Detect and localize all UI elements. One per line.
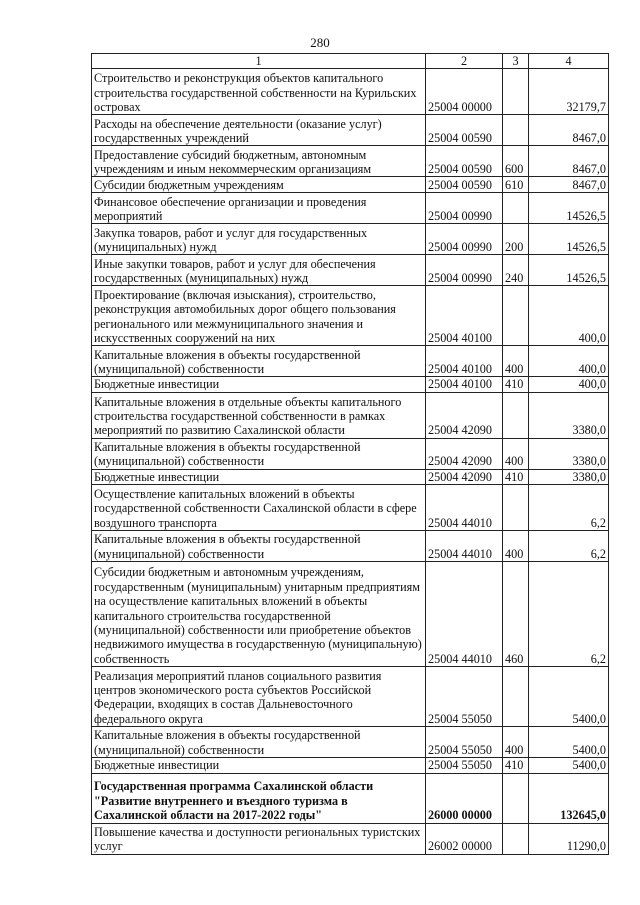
row-expense-type-cell: 400	[503, 727, 529, 758]
row-expense-type-cell	[503, 115, 529, 146]
row-expense-type-cell: 400	[503, 531, 529, 562]
row-amount-cell: 3380,0	[529, 469, 609, 484]
row-expense-type-cell: 460	[503, 562, 529, 667]
table-row	[92, 177, 609, 193]
row-code-cell: 25004 40100	[426, 286, 503, 346]
column-header-name: 1	[92, 54, 426, 69]
table-row	[92, 224, 609, 255]
row-expense-type-cell	[503, 193, 529, 224]
row-name-cell: Финансовое обеспечение организации и проведения мероприятий	[92, 193, 426, 224]
row-amount-cell: 8467,0	[529, 146, 609, 177]
row-name-cell: Капитальные вложения в объекты государственной (муниципальной) собственности	[92, 346, 426, 377]
row-code-cell: 26000 00000	[426, 773, 503, 823]
row-name-cell: Проектирование (включая изыскания), строительство, реконструкция автомобильных дорог общего пользования регионального или межмуниципального значения и искусственных сооружений на них	[92, 286, 426, 346]
row-amount-cell: 32179,7	[529, 69, 609, 115]
table-header-row	[92, 54, 609, 69]
row-name-cell: Бюджетные инвестиции	[92, 469, 426, 484]
table-row	[92, 255, 609, 286]
row-amount-cell: 14526,5	[529, 193, 609, 224]
row-amount-cell: 5400,0	[529, 667, 609, 727]
column-header-expense-type: 3	[503, 54, 529, 69]
row-amount-cell: 6,2	[529, 562, 609, 667]
row-code-cell: 25004 44010	[426, 562, 503, 667]
table-row	[92, 392, 609, 438]
row-name-cell: Капитальные вложения в отдельные объекты капитального строительства государственной собственности в рамках мероприятий по развитию Сахалинской области	[92, 392, 426, 438]
row-code-cell: 25004 44010	[426, 531, 503, 562]
row-code-cell: 25004 00590	[426, 146, 503, 177]
table-row	[92, 531, 609, 562]
column-header-amount: 4	[529, 54, 609, 69]
table-row	[92, 346, 609, 377]
budget-table	[91, 53, 609, 855]
row-amount-cell: 14526,5	[529, 255, 609, 286]
row-code-cell: 25004 00990	[426, 224, 503, 255]
table-row	[92, 146, 609, 177]
column-header-code: 2	[426, 54, 503, 69]
row-expense-type-cell	[503, 485, 529, 531]
row-expense-type-cell: 410	[503, 377, 529, 392]
table-row	[92, 115, 609, 146]
row-amount-cell: 400,0	[529, 346, 609, 377]
row-name-cell: Закупка товаров, работ и услуг для государственных (муниципальных) нужд	[92, 224, 426, 255]
table-row	[92, 438, 609, 469]
row-name-cell: Государственная программа Сахалинской области "Развитие внутреннего и въездного туризма в Сахалинской области на 2017-2022 годы"	[92, 773, 426, 823]
row-amount-cell: 11290,0	[529, 823, 609, 854]
row-amount-cell: 6,2	[529, 485, 609, 531]
table-row	[92, 758, 609, 773]
table-row	[92, 469, 609, 484]
row-code-cell: 25004 00000	[426, 69, 503, 115]
row-expense-type-cell	[503, 69, 529, 115]
table-row	[92, 193, 609, 224]
table-row	[92, 773, 609, 823]
row-expense-type-cell: 410	[503, 469, 529, 484]
row-name-cell: Расходы на обеспечение деятельности (оказание услуг) государственных учреждений	[92, 115, 426, 146]
row-expense-type-cell: 200	[503, 224, 529, 255]
row-code-cell: 25004 00590	[426, 115, 503, 146]
row-code-cell: 25004 40100	[426, 377, 503, 392]
row-amount-cell: 8467,0	[529, 177, 609, 193]
row-amount-cell: 5400,0	[529, 758, 609, 773]
row-expense-type-cell	[503, 823, 529, 854]
row-expense-type-cell: 240	[503, 255, 529, 286]
row-code-cell: 26002 00000	[426, 823, 503, 854]
row-name-cell: Реализация мероприятий планов социального развития центров экономического роста субъектов Российской Федерации, входящих в состав Дальневосточного федерального округа	[92, 667, 426, 727]
row-name-cell: Капитальные вложения в объекты государственной (муниципальной) собственности	[92, 727, 426, 758]
row-amount-cell: 8467,0	[529, 115, 609, 146]
row-name-cell: Строительство и реконструкция объектов капитального строительства государственной собственности на Курильских островах	[92, 69, 426, 115]
row-expense-type-cell: 610	[503, 177, 529, 193]
row-expense-type-cell: 410	[503, 758, 529, 773]
row-code-cell: 25004 55050	[426, 758, 503, 773]
row-code-cell: 25004 55050	[426, 667, 503, 727]
row-name-cell: Иные закупки товаров, работ и услуг для обеспечения государственных (муниципальных) нужд	[92, 255, 426, 286]
row-name-cell: Субсидии бюджетным и автономным учреждениям, государственным (муниципальным) унитарным предприятиям на осуществление капитальных вложений в объекты капитального строительства государственной (муниципальной) собственности или приобретение объектов недвижимого имущества в государственную (муниципальную) собственность	[92, 562, 426, 667]
table-row	[92, 69, 609, 115]
row-name-cell: Предоставление субсидий бюджетным, автономным учреждениям и иным некоммерческим организациям	[92, 146, 426, 177]
row-code-cell: 25004 42090	[426, 392, 503, 438]
row-name-cell: Субсидии бюджетным учреждениям	[92, 177, 426, 193]
row-code-cell: 25004 44010	[426, 485, 503, 531]
row-amount-cell: 132645,0	[529, 773, 609, 823]
row-expense-type-cell	[503, 286, 529, 346]
row-amount-cell: 6,2	[529, 531, 609, 562]
row-amount-cell: 5400,0	[529, 727, 609, 758]
row-amount-cell: 3380,0	[529, 392, 609, 438]
row-code-cell: 25004 00990	[426, 193, 503, 224]
row-expense-type-cell	[503, 392, 529, 438]
row-code-cell: 25004 00990	[426, 255, 503, 286]
row-code-cell: 25004 42090	[426, 438, 503, 469]
table-row	[92, 727, 609, 758]
table-row	[92, 377, 609, 392]
table-row	[92, 286, 609, 346]
row-amount-cell: 400,0	[529, 377, 609, 392]
table-row	[92, 823, 609, 854]
row-expense-type-cell	[503, 667, 529, 727]
row-amount-cell: 400,0	[529, 286, 609, 346]
row-code-cell: 25004 55050	[426, 727, 503, 758]
row-name-cell: Капитальные вложения в объекты государственной (муниципальной) собственности	[92, 531, 426, 562]
row-name-cell: Повышение качества и доступности региональных туристских услуг	[92, 823, 426, 854]
table-row	[92, 667, 609, 727]
row-name-cell: Осуществление капитальных вложений в объекты государственной собственности Сахалинской области в сфере воздушного транспорта	[92, 485, 426, 531]
table-row	[92, 485, 609, 531]
row-amount-cell: 3380,0	[529, 438, 609, 469]
row-code-cell: 25004 00590	[426, 177, 503, 193]
table-row	[92, 562, 609, 667]
row-expense-type-cell	[503, 773, 529, 823]
row-expense-type-cell: 400	[503, 346, 529, 377]
row-expense-type-cell: 400	[503, 438, 529, 469]
row-name-cell: Капитальные вложения в объекты государственной (муниципальной) собственности	[92, 438, 426, 469]
row-amount-cell: 14526,5	[529, 224, 609, 255]
row-name-cell: Бюджетные инвестиции	[92, 377, 426, 392]
page-number: 280	[310, 35, 330, 50]
row-name-cell: Бюджетные инвестиции	[92, 758, 426, 773]
row-expense-type-cell: 600	[503, 146, 529, 177]
row-code-cell: 25004 42090	[426, 469, 503, 484]
row-code-cell: 25004 40100	[426, 346, 503, 377]
